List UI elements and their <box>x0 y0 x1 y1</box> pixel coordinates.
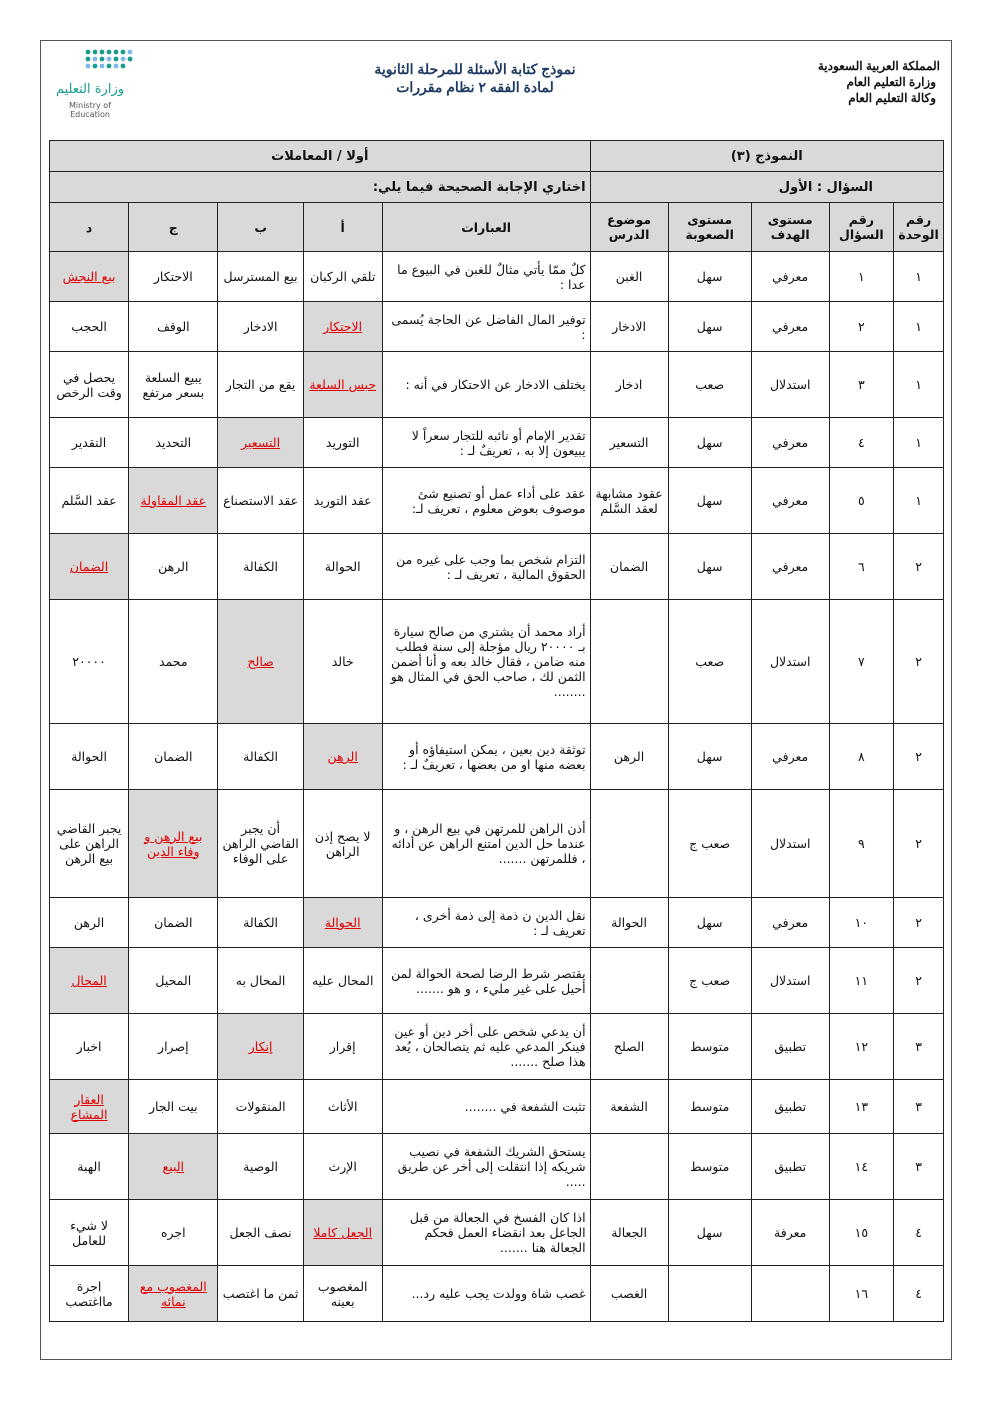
question-number-cell: ٦ <box>829 534 893 600</box>
table-row <box>50 790 944 898</box>
option-a-cell <box>303 1134 382 1200</box>
statement-cell: توفير المال الفاضل عن الحاجة يُسمى : <box>382 302 590 352</box>
difficulty-cell: سهل <box>668 302 751 352</box>
document-title <box>300 60 650 96</box>
option-d-cell <box>50 468 129 534</box>
correct-answer-text: الضمان <box>69 559 109 574</box>
question-label: السؤال : الأول <box>590 172 943 203</box>
option-text: يبيع السلعة بسعر مرتفع <box>142 369 205 400</box>
option-c-cell <box>129 1200 218 1266</box>
option-d-cell <box>50 1080 129 1134</box>
unit-cell: ٣ <box>894 1014 944 1080</box>
correct-answer-text: إنكار <box>248 1039 273 1054</box>
col-option-b: ب <box>218 203 303 252</box>
option-a-cell <box>303 898 382 948</box>
questions-table <box>49 140 944 1322</box>
question-number-cell: ٤ <box>829 418 893 468</box>
option-c-cell <box>129 468 218 534</box>
correct-answer-text: الرهن <box>327 749 358 764</box>
question-rows <box>50 252 944 1322</box>
difficulty-cell: صعب <box>668 352 751 418</box>
topic-cell <box>590 790 668 898</box>
option-text: الكفالة <box>243 915 278 930</box>
correct-answer-text: المحال <box>71 973 107 988</box>
question-number-cell: ٥ <box>829 468 893 534</box>
option-b-cell <box>218 1200 303 1266</box>
option-text: إصرار <box>158 1039 189 1054</box>
goal-level-cell <box>751 1266 829 1322</box>
option-c-cell <box>129 302 218 352</box>
topic-cell: ادخار <box>590 352 668 418</box>
table-row <box>50 948 944 1014</box>
topic-cell: الغصب <box>590 1266 668 1322</box>
option-a-cell <box>303 1080 382 1134</box>
option-c-cell <box>129 1014 218 1080</box>
option-text: لا شيء للعامل <box>70 1217 108 1248</box>
option-c-cell <box>129 1134 218 1200</box>
option-a-cell <box>303 948 382 1014</box>
option-b-cell <box>218 724 303 790</box>
topic-cell: الجعالة <box>590 1200 668 1266</box>
option-a-cell <box>303 1266 382 1322</box>
correct-answer-text: البيع <box>162 1159 185 1174</box>
option-c-cell <box>129 534 218 600</box>
difficulty-cell <box>668 1266 751 1322</box>
option-text: الكفالة <box>243 749 278 764</box>
unit-cell: ٤ <box>894 1266 944 1322</box>
goal-level-cell: معرفي <box>751 468 829 534</box>
statement-cell: التزام شخص بما وجب على غيره من الحقوق المالية ، تعريف لـ : <box>382 534 590 600</box>
table-row <box>50 1080 944 1134</box>
option-d-cell <box>50 1134 129 1200</box>
option-text: ٢٠٠٠٠ <box>72 654 106 669</box>
col-unit: رقم الوحدة <box>894 203 944 252</box>
option-text: يجبر القاضي الراهن على بيع الرهن <box>56 821 122 866</box>
question-number-cell: ٨ <box>829 724 893 790</box>
goal-level-cell: استدلال <box>751 948 829 1014</box>
option-b-cell <box>218 1080 303 1134</box>
question-number-cell: ١٣ <box>829 1080 893 1134</box>
option-d-cell <box>50 948 129 1014</box>
unit-cell: ٢ <box>894 898 944 948</box>
option-text: عقد التوريد <box>313 493 372 508</box>
difficulty-cell: سهل <box>668 468 751 534</box>
option-d-cell <box>50 352 129 418</box>
topic-cell: الصلح <box>590 1014 668 1080</box>
option-text: محمد <box>159 654 188 669</box>
option-text: عقد الاستصناع <box>223 493 299 508</box>
option-d-cell <box>50 534 129 600</box>
goal-level-cell: معرفي <box>751 534 829 600</box>
option-text: أن يجبر القاضي الراهن على الوفاء <box>222 821 299 866</box>
question-number-cell: ١٥ <box>829 1200 893 1266</box>
question-number-cell: ١٦ <box>829 1266 893 1322</box>
question-number-cell: ٣ <box>829 352 893 418</box>
option-b-cell <box>218 898 303 948</box>
option-text: الوقف <box>156 319 190 334</box>
option-c-cell <box>129 418 218 468</box>
option-a-cell <box>303 418 382 468</box>
question-number-cell: ٩ <box>829 790 893 898</box>
col-option-c: ج <box>129 203 218 252</box>
topic-cell: الرهن <box>590 724 668 790</box>
option-text: الوصية <box>243 1159 278 1174</box>
topic-cell <box>590 948 668 1014</box>
option-c-cell <box>129 898 218 948</box>
option-text: الحوالة <box>324 559 361 574</box>
option-text: المحال به <box>235 973 286 988</box>
difficulty-cell: متوسط <box>668 1080 751 1134</box>
unit-cell: ١ <box>894 352 944 418</box>
unit-cell: ٣ <box>894 1080 944 1134</box>
topic-cell: الضمان <box>590 534 668 600</box>
option-text: بيت الجار <box>148 1099 198 1114</box>
unit-cell: ١ <box>894 302 944 352</box>
option-c-cell <box>129 1266 218 1322</box>
option-a-cell <box>303 252 382 302</box>
unit-cell: ٢ <box>894 724 944 790</box>
table-row <box>50 252 944 302</box>
col-statement: العبارات <box>382 203 590 252</box>
option-a-cell <box>303 534 382 600</box>
option-a-cell <box>303 790 382 898</box>
option-text: الكفالة <box>243 559 278 574</box>
difficulty-cell: سهل <box>668 418 751 468</box>
goal-level-cell: تطبيق <box>751 1014 829 1080</box>
option-c-cell <box>129 600 218 724</box>
col-topic: موضوع الدرس <box>590 203 668 252</box>
option-c-cell <box>129 724 218 790</box>
title-line-1: نموذج كتابة الأسئلة للمرحلة الثانوية <box>374 61 576 77</box>
option-c-cell <box>129 1080 218 1134</box>
question-number-cell: ١ <box>829 252 893 302</box>
option-a-cell <box>303 352 382 418</box>
table-row <box>50 418 944 468</box>
option-b-cell <box>218 534 303 600</box>
col-question-number: رقم السؤال <box>829 203 893 252</box>
option-text: ثمن ما اغتصب <box>222 1286 299 1301</box>
unit-cell: ٢ <box>894 534 944 600</box>
difficulty-cell: صعب ج <box>668 948 751 1014</box>
instruction-text: اختاري الإجابة الصحيحة فيما يلي: <box>50 172 591 203</box>
table-row <box>50 724 944 790</box>
option-text: الضمان <box>154 915 193 930</box>
option-text: عقد السَّلم <box>61 493 117 508</box>
table-row <box>50 1266 944 1322</box>
option-text: يحصل في وقت الرخص <box>56 369 122 400</box>
option-text: الإرث <box>328 1159 357 1174</box>
option-d-cell <box>50 790 129 898</box>
topic-cell: الشفعة <box>590 1080 668 1134</box>
correct-answer-text: بيع الرهن و وفاء الدين <box>144 828 203 859</box>
option-d-cell <box>50 898 129 948</box>
option-d-cell <box>50 1014 129 1080</box>
option-text: الضمان <box>154 749 193 764</box>
unit-cell: ٤ <box>894 1200 944 1266</box>
logo-arabic-text: وزارة التعليم <box>55 82 125 97</box>
unit-cell: ٢ <box>894 600 944 724</box>
unit-cell: ٢ <box>894 948 944 1014</box>
option-d-cell <box>50 302 129 352</box>
option-b-cell <box>218 1134 303 1200</box>
option-text: لا يصح إذن الراهن <box>314 828 371 859</box>
option-d-cell <box>50 1200 129 1266</box>
goal-level-cell: استدلال <box>751 790 829 898</box>
option-text: الحجب <box>71 319 107 334</box>
header-line-3: وكالة التعليم العام <box>848 91 936 105</box>
option-text: اجره <box>160 1225 186 1240</box>
option-text: إقرار <box>329 1039 356 1054</box>
goal-level-cell: استدلال <box>751 352 829 418</box>
statement-cell: عقد على أداء عمل أو تصنيع شئ موصوف بعوض معلوم ، تعريف لـ: <box>382 468 590 534</box>
option-d-cell <box>50 252 129 302</box>
option-text: التقدير <box>71 435 107 450</box>
topic-cell <box>590 1134 668 1200</box>
option-a-cell <box>303 724 382 790</box>
option-text: بيع المسترسل <box>223 269 298 284</box>
option-c-cell <box>129 790 218 898</box>
title-line-2: لمادة الفقه ٢ نظام مقررات <box>396 79 554 95</box>
difficulty-cell: متوسط <box>668 1134 751 1200</box>
option-text: نصف الجعل <box>229 1225 292 1240</box>
ministry-header <box>818 58 940 106</box>
option-text: الهبة <box>77 1159 101 1174</box>
option-b-cell <box>218 418 303 468</box>
table-row <box>50 1200 944 1266</box>
goal-level-cell: تطبيق <box>751 1080 829 1134</box>
option-b-cell <box>218 468 303 534</box>
header-line-2: وزارة التعليم العام <box>846 75 936 89</box>
correct-answer-text: عقد المقاولة <box>140 493 207 508</box>
option-c-cell <box>129 948 218 1014</box>
unit-cell: ١ <box>894 468 944 534</box>
correct-answer-text: المغصوب مع نمائه <box>139 1278 207 1309</box>
option-text: المحال عليه <box>311 973 374 988</box>
table-row <box>50 468 944 534</box>
topic-cell: التسعير <box>590 418 668 468</box>
goal-level-cell: استدلال <box>751 600 829 724</box>
statement-cell: تقدير الإمام أو نائبه للتجار سعراً لا يبيعون إلا به ، تعريفٌ لـ : <box>382 418 590 468</box>
option-text: الرهن <box>158 559 189 574</box>
question-number-cell: ٧ <box>829 600 893 724</box>
statement-cell: اذا كان الفسخ في الجعالة من قبل الجاعل بعد انقضاء العمل فحكم الجعالة هنا ....... <box>382 1200 590 1266</box>
option-text: المغصوب بعينه <box>317 1278 368 1309</box>
option-b-cell <box>218 252 303 302</box>
goal-level-cell: معرفة <box>751 1200 829 1266</box>
option-text: التوريد <box>325 435 360 450</box>
topic-cell: الحوالة <box>590 898 668 948</box>
table-row <box>50 600 944 724</box>
correct-answer-text: الجعل كاملا <box>313 1225 373 1240</box>
statement-cell: يستحق الشريك الشفعة في نصيب شريكه إذا انتقلت إلى أخر عن طريق ..... <box>382 1134 590 1200</box>
question-number-cell: ٢ <box>829 302 893 352</box>
correct-answer-text: الحوالة <box>324 915 361 930</box>
section-title: أولا / المعاملات <box>50 141 591 172</box>
option-b-cell <box>218 790 303 898</box>
statement-cell: كلٌ ممّا يأتي مثالٌ للغبن في البيوع ما عدا : <box>382 252 590 302</box>
question-number-cell: ١٤ <box>829 1134 893 1200</box>
goal-level-cell: معرفي <box>751 418 829 468</box>
question-number-cell: ١٠ <box>829 898 893 948</box>
option-text: الادخار <box>243 319 278 334</box>
goal-level-cell: معرفي <box>751 898 829 948</box>
col-difficulty: مستوى الصعوبة <box>668 203 751 252</box>
unit-cell: ١ <box>894 418 944 468</box>
difficulty-cell: متوسط <box>668 1014 751 1080</box>
logo-english-text: Ministry of Education <box>69 101 111 119</box>
option-text: الأثاث <box>327 1099 358 1114</box>
col-option-d: د <box>50 203 129 252</box>
option-a-cell <box>303 1200 382 1266</box>
statement-cell: أذن الراهن للمرتهن في بيع الرهن ، و عندما حل الدين امتنع الراهن عن أدائه ، فللمرتهن ....... <box>382 790 590 898</box>
statement-cell: غصب شاة وولدت يجب عليه رد... <box>382 1266 590 1322</box>
option-c-cell <box>129 252 218 302</box>
option-text: الرهن <box>73 915 105 930</box>
option-d-cell <box>50 1266 129 1322</box>
difficulty-cell: سهل <box>668 724 751 790</box>
statement-cell: أراد محمد أن يشتري من صالح سيارة بـ ٢٠٠٠٠ ريال مؤجلة إلى سنة فطلب منه ضامن ، فقال خالد بعه و أنا أضمن الثمن لك ، صاحب الحق في المثال هو ........ <box>382 600 590 724</box>
option-text: تلقي الركبان <box>310 269 376 284</box>
option-text: يقع من التجار <box>225 377 296 392</box>
correct-answer-text: التسعير <box>241 435 281 450</box>
option-b-cell <box>218 1014 303 1080</box>
unit-cell: ٢ <box>894 790 944 898</box>
col-option-a: أ <box>303 203 382 252</box>
correct-answer-text: حبس السلعة <box>309 377 377 392</box>
difficulty-cell: سهل <box>668 898 751 948</box>
option-text: التحديد <box>155 435 192 450</box>
question-number-cell: ١١ <box>829 948 893 1014</box>
option-b-cell <box>218 302 303 352</box>
option-d-cell <box>50 418 129 468</box>
option-d-cell <box>50 724 129 790</box>
question-number-cell: ١٢ <box>829 1014 893 1080</box>
ministry-logo <box>48 48 138 119</box>
option-text: اخبار <box>76 1039 102 1054</box>
difficulty-cell: سهل <box>668 534 751 600</box>
option-b-cell <box>218 1266 303 1322</box>
logo-dots-icon <box>84 48 138 78</box>
option-a-cell <box>303 600 382 724</box>
correct-answer-text: الاحتكار <box>323 319 363 334</box>
header-line-1: المملكة العربية السعودية <box>817 59 940 73</box>
option-a-cell <box>303 468 382 534</box>
table-row <box>50 302 944 352</box>
statement-cell: يقتصر شرط الرضا لصحة الحوالة لمن أحيل على غير مليء ، و هو ....... <box>382 948 590 1014</box>
table-row <box>50 534 944 600</box>
topic-cell: عقود مشابهة لعقد السَّلم <box>590 468 668 534</box>
option-text: المحيل <box>155 973 192 988</box>
difficulty-cell: صعب <box>668 600 751 724</box>
form-number: النموذج (٣) <box>590 141 943 172</box>
statement-cell: نقل الدين ن ذمة إلى ذمة أخرى ، تعريف لـ : <box>382 898 590 948</box>
table-row <box>50 1014 944 1080</box>
statement-cell: أن يدعي شخص على أخر دين أو عين فينكر المدعي عليه ثم يتصالحان ، يُعد هذا صلح ....... <box>382 1014 590 1080</box>
correct-answer-text: صالح <box>247 654 274 669</box>
option-d-cell <box>50 600 129 724</box>
difficulty-cell: سهل <box>668 252 751 302</box>
option-a-cell <box>303 1014 382 1080</box>
topic-cell: الادخار <box>590 302 668 352</box>
option-b-cell <box>218 600 303 724</box>
goal-level-cell: معرفي <box>751 252 829 302</box>
topic-cell <box>590 600 668 724</box>
option-text: اجرة مااغتصب <box>65 1278 113 1309</box>
unit-cell: ١ <box>894 252 944 302</box>
correct-answer-text: العقار المشاع <box>70 1091 108 1122</box>
table-row <box>50 352 944 418</box>
table-row <box>50 1134 944 1200</box>
topic-cell: الغبن <box>590 252 668 302</box>
correct-answer-text: بيع النجش <box>62 269 116 284</box>
option-b-cell <box>218 352 303 418</box>
option-a-cell <box>303 302 382 352</box>
goal-level-cell: معرفي <box>751 724 829 790</box>
option-text: المنقولات <box>235 1099 286 1114</box>
option-text: الحوالة <box>71 749 107 764</box>
statement-cell: يختلف الادخار عن الاحتكار في أنه : <box>382 352 590 418</box>
difficulty-cell: سهل <box>668 1200 751 1266</box>
col-goal-level: مستوى الهدف <box>751 203 829 252</box>
goal-level-cell: معرفي <box>751 302 829 352</box>
table-row <box>50 898 944 948</box>
statement-cell: تثبت الشفعة في ........ <box>382 1080 590 1134</box>
option-text: الاحتكار <box>153 269 193 284</box>
goal-level-cell: تطبيق <box>751 1134 829 1200</box>
unit-cell: ٣ <box>894 1134 944 1200</box>
difficulty-cell: صعب ج <box>668 790 751 898</box>
option-text: خالد <box>331 654 354 669</box>
option-c-cell <box>129 352 218 418</box>
option-b-cell <box>218 948 303 1014</box>
statement-cell: توثقة دين بعين ، يمكن استيفاؤه أو بعضه منها او من بعضها ، تعريفٌ لـ : <box>382 724 590 790</box>
